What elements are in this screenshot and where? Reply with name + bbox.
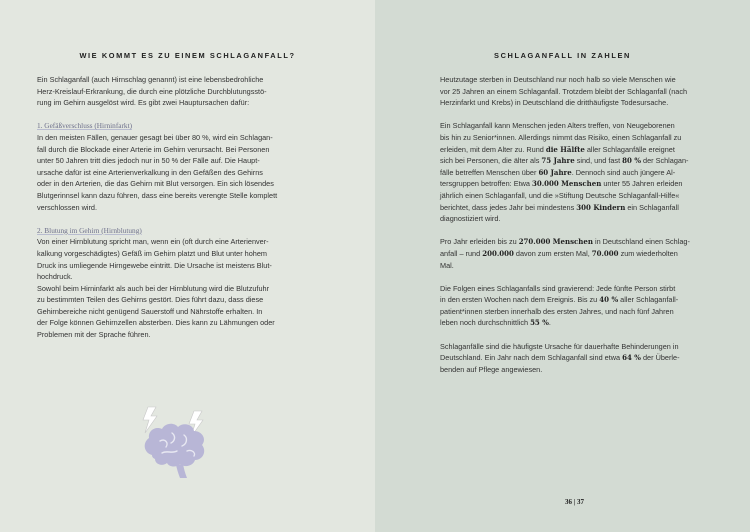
text-line: . <box>548 318 551 328</box>
left-heading: WIE KOMMT ES ZU EINEM SCHLAGANFALL? <box>79 51 296 60</box>
text-line: Heutzutage sterben in Deutschland nur noch halb so viele Menschen wie <box>440 75 676 84</box>
paragraph-decline <box>440 74 740 109</box>
text-line: berichtet, dass jedes Jahr bei mindestens <box>440 202 577 212</box>
section-hemorrhage <box>37 225 337 341</box>
text-line: aller Schlaganfall- <box>618 295 679 305</box>
left-body <box>37 74 337 352</box>
text-line: Herzinfarkt und Krebs) in Deutschland die dritthäufigste Todesursache. <box>440 98 669 108</box>
paragraph-consequences <box>440 283 740 329</box>
text-line: Von einer Hirnblutung spricht man, wenn ein (oft durch eine Arterienver- <box>37 237 269 247</box>
text-line: Die Folgen eines Schlaganfalls sind gravierend: Jede fünfte Person stirbt <box>440 283 676 293</box>
brain-icon <box>145 424 204 478</box>
text-line: jährlich einen Schlaganfall, und die »Stiftung Deutsche Schlaganfall-Hilfe« <box>440 190 680 200</box>
brain-illustration <box>132 403 222 483</box>
text-line: sich bei Personen, die älter als <box>440 156 542 166</box>
text-line: Herz-Kreislauf-Erkrankung, die durch eine plötzliche Durchblutungsstö- <box>37 86 267 96</box>
text-line: zum wiederholten <box>618 248 678 258</box>
text-line: Deutschland. Ein Jahr nach dem Schlaganfall sind etwa <box>440 353 623 363</box>
paragraph-age <box>440 120 740 224</box>
text-line: Sowohl beim Hirninfarkt als auch bei der Hirnblutung wird die Blutzufuhr <box>37 283 269 293</box>
page-numbers: 36 | 37 <box>565 498 585 506</box>
highlight: 55 % <box>530 318 549 328</box>
text-line: Ein Schlaganfall kann Menschen jeden Alters treffen, von Neugeborenen <box>440 121 675 131</box>
text-line: hochdruck. <box>37 272 73 282</box>
right-heading: SCHLAGANFALL IN ZAHLEN <box>494 51 631 60</box>
highlight: 270.000 Menschen <box>518 237 593 247</box>
highlight: 75 Jahre <box>541 156 575 166</box>
text-line: der Schlagan- <box>640 156 689 166</box>
highlight: 60 Jahre <box>538 167 572 177</box>
text-line: bis hin zu Senior*innen. Allerdings nimmt das Risiko, einen Schlaganfall zu <box>440 132 682 142</box>
text-line: Schlaganfälle sind die häufigste Ursache für dauerhafte Behinderungen in <box>440 341 679 351</box>
paragraph-disability <box>440 341 740 376</box>
text-line: diagnostiziert wird. <box>440 214 501 224</box>
text-line: der Überle- <box>640 353 680 363</box>
paragraph-annual <box>440 236 740 271</box>
text-line: kalkung vorgeschädigtes) Gefäß im Gehirn platzt und Blut unter hohem <box>37 248 267 258</box>
text-line: patient*innen sterben innerhalb des ersten Jahres, und nach fünf Jahren <box>440 306 674 316</box>
text-line: unter 50 Jahren tritt dies jedoch nur in 50 % der Fälle auf. Die Haupt- <box>37 156 260 166</box>
text-line: fälle betreffen Menschen über <box>440 167 539 177</box>
text-line: sind, und fast <box>574 156 623 166</box>
text-line: In den meisten Fällen, genauer gesagt bei über 80 %, wird ein Schlagan- <box>37 132 273 142</box>
text-line: Gehirnbereiche nicht genügend Sauerstoff und Nährstoffe erhalten. In <box>37 306 263 316</box>
text-line: in Deutschland einen Schlag- <box>592 237 690 247</box>
subheading-infarct: 1. Gefäßverschluss (Hirninfarkt) <box>37 121 133 131</box>
text-line: Pro Jahr erleiden bis zu <box>440 237 519 247</box>
text-line: benden auf Pflege angewiesen. <box>440 364 543 374</box>
highlight: 30.000 Menschen <box>531 179 602 189</box>
text-line: davon zum ersten Mal, <box>513 248 592 258</box>
text-line: ursache dafür ist eine Arterienverkalkung in den Gefäßen des Gehirns <box>37 167 263 177</box>
highlight: 80 % <box>622 156 641 166</box>
text-line: tersgruppen betroffen: Etwa <box>440 179 532 189</box>
text-line: Mal. <box>440 260 454 270</box>
text-line: aller Schlaganfälle ereignet <box>584 144 675 154</box>
text-line: zu bestimmten Teilen des Gehirns gestört. Dies führt dazu, dass diese <box>37 295 264 305</box>
text-line: Blutgerinnsel kann dazu führen, dass eine bereits verengte Stelle komplett <box>37 190 278 200</box>
subheading-bleeding: 2. Blutung im Gehirn (Hirnblutung) <box>37 225 142 235</box>
text-line: Druck ins umliegende Hirngewebe eintritt. Die Ursache ist meistens Blut- <box>37 260 272 270</box>
text-line: leben noch durchschnittlich <box>440 318 531 328</box>
highlight: 200.000 <box>482 248 514 258</box>
text-line: . Dennoch sind auch jüngere Al- <box>571 167 676 177</box>
text-line: erleiden, mit dem Alter zu. Rund <box>440 144 546 154</box>
right-body <box>440 74 740 387</box>
text-line: verschlossen wird. <box>37 202 98 212</box>
text-line: Ein Schlaganfall (auch Hirnschlag genannt) ist eine lebensbedrohliche <box>37 75 264 84</box>
text-line: ein Schlaganfall <box>625 202 679 212</box>
highlight: 300 Kindern <box>576 202 626 212</box>
text-line: Problemen mit der Sprache führen. <box>37 330 151 340</box>
text-line: vor 25 Jahren an einem Schlaganfall. Trotzdem bleibt der Schlaganfall (nach <box>440 86 688 96</box>
section-ischemic <box>37 120 337 213</box>
text-line: rung im Gehirn ausgelöst wird. Es gibt zwei Hauptursachen dafür: <box>37 98 250 108</box>
text-line: in den ersten Wochen nach dem Ereignis. Bis zu <box>440 295 600 305</box>
text-line: oder in den Arterien, die das Gehirn mit Blut versorgen. Ein sich lösendes <box>37 179 274 189</box>
highlight: 64 % <box>622 353 641 363</box>
highlight: 40 % <box>599 295 619 305</box>
text-line: fall durch die Blockade einer Arterie im Gehirn verursacht. Bei Personen <box>37 144 270 154</box>
highlight: 70.000 <box>591 248 619 258</box>
text-line: anfall – rund <box>440 248 483 258</box>
text-line: der Folge können Gehirnzellen absterben. Dies kann zu Lähmungen oder <box>37 318 275 328</box>
intro-paragraph <box>37 74 337 109</box>
text-line: unter 55 Jahren erleiden <box>601 179 683 189</box>
highlight: die Hälfte <box>545 144 585 154</box>
